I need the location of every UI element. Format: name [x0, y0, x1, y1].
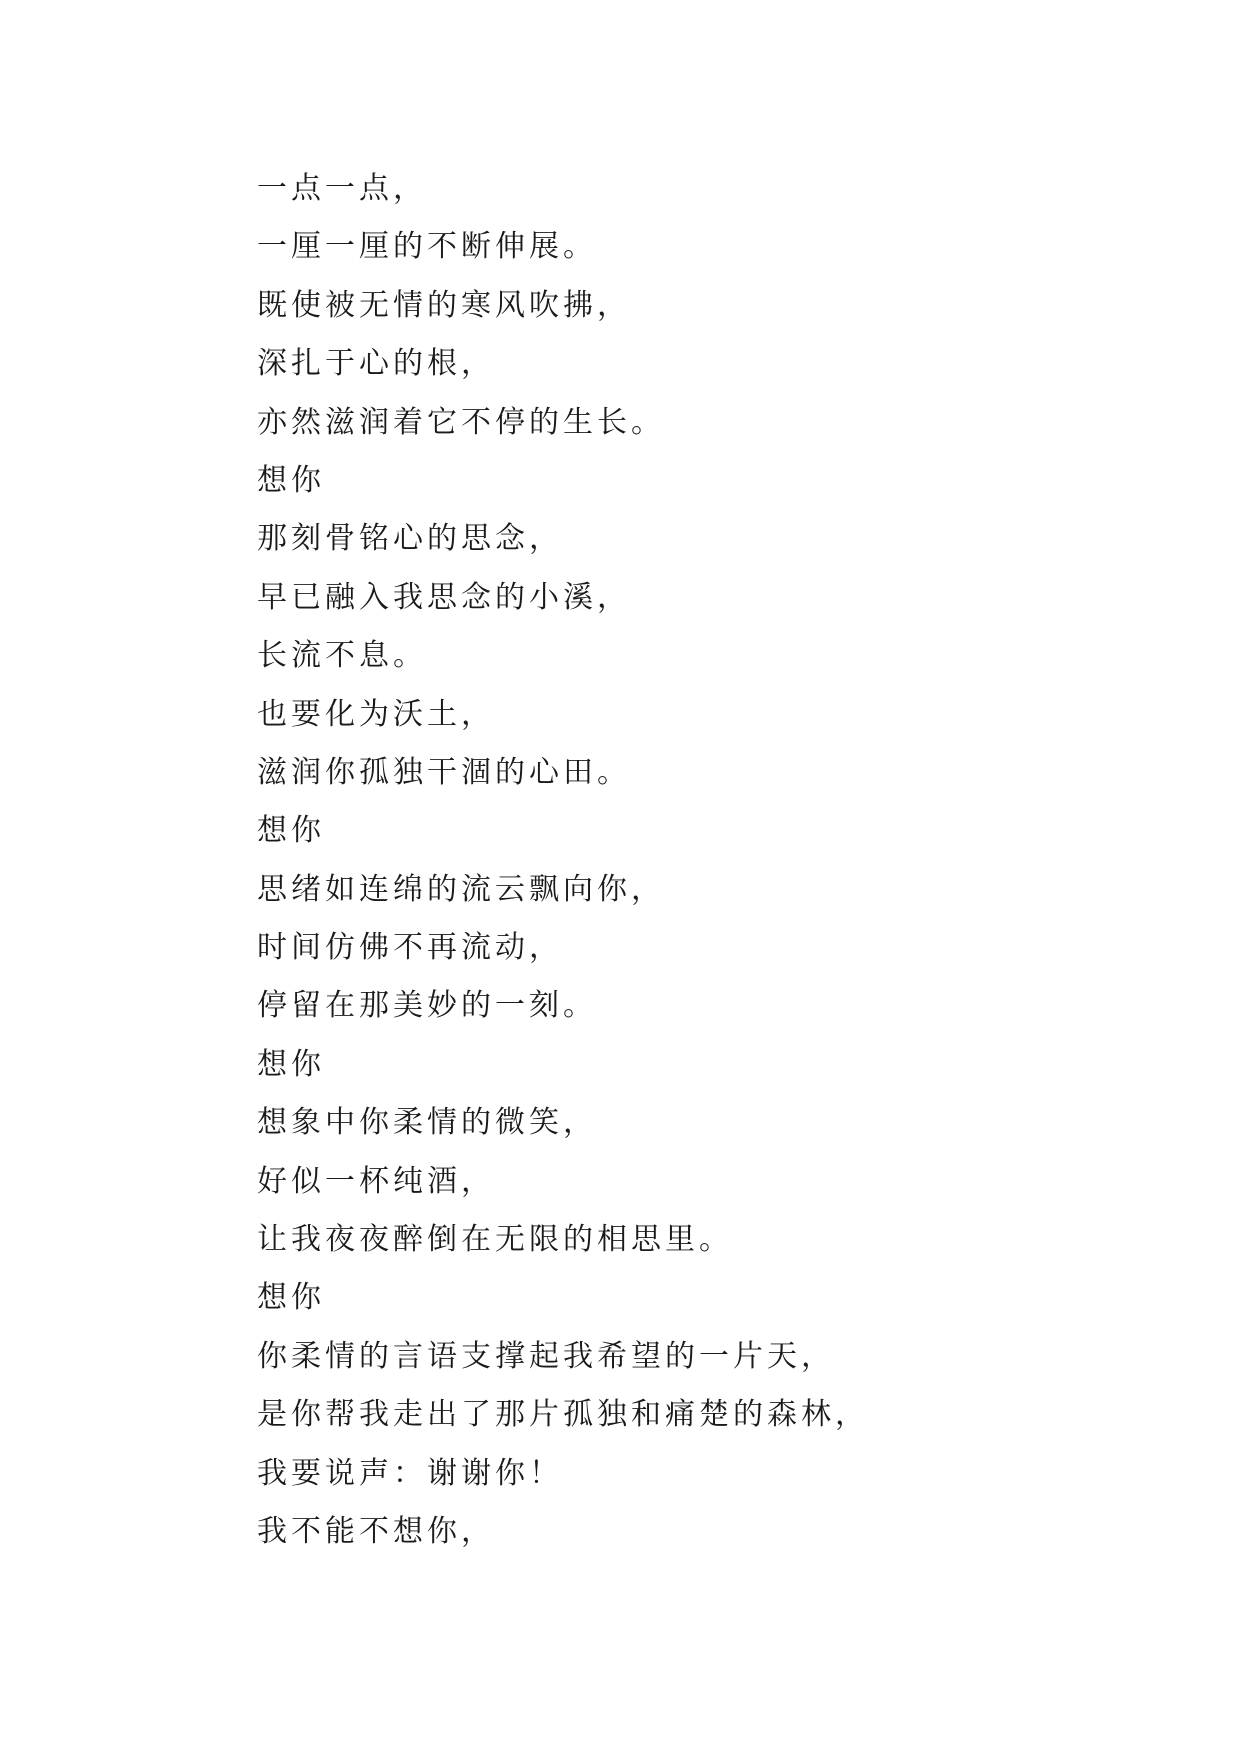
poem-line: 一点一点， — [257, 171, 427, 206]
poem-line: 想象中你柔情的微笑， — [257, 1105, 597, 1141]
poem-line: 思绪如连绵的流云飘向你， — [257, 871, 665, 907]
poem-line: 既使被无情的寒风吹拂， — [257, 287, 631, 323]
poem-line: 想你 — [257, 1046, 325, 1082]
poem-line: 也要化为沃土， — [257, 696, 495, 732]
poem-line: 想你 — [257, 1280, 325, 1316]
poem-line: 让我夜夜醉倒在无限的相思里。 — [257, 1222, 733, 1258]
poem-line: 一厘一厘的不断伸展。 — [257, 229, 597, 265]
poem-line: 时间仿佛不再流动， — [257, 930, 563, 966]
poem-line: 你柔情的言语支撑起我希望的一片天， — [257, 1338, 835, 1374]
poem-line: 早已融入我思念的小溪， — [257, 579, 631, 615]
poem-line: 停留在那美妙的一刻。 — [257, 988, 597, 1024]
poem-line: 好似一杯纯酒， — [257, 1163, 495, 1199]
poem-line: 滋润你孤独干涸的心田。 — [257, 754, 631, 790]
poem-line: 长流不息。 — [257, 638, 427, 674]
poem-line: 那刻骨铭心的思念， — [257, 521, 563, 557]
poem-line: 我不能不想你， — [257, 1513, 495, 1549]
poem-line: 我要说声：谢谢你！ — [257, 1455, 563, 1491]
poem-text — [257, 160, 869, 1561]
poem-line: 是你帮我走出了那片孤独和痛楚的森林， — [257, 1397, 869, 1433]
poem-line: 深扎于心的根， — [257, 346, 495, 382]
poem-line: 想你 — [257, 813, 325, 849]
poem-line: 想你 — [257, 462, 325, 498]
poem-line: 亦然滋润着它不停的生长。 — [257, 404, 665, 440]
